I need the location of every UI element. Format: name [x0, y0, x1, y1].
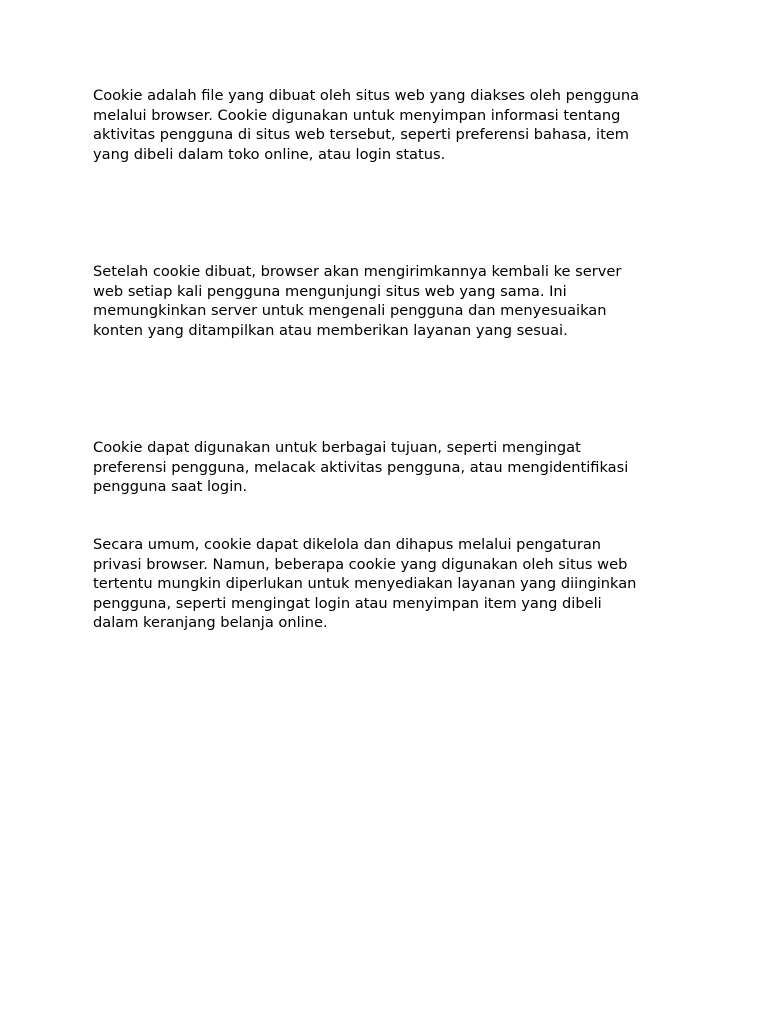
paragraph-cookie-uses: Cookie dapat digunakan untuk berbagai tujuan, seperti mengingat preferensi pengguna, melacak aktivitas pengguna, atau mengidentifikasi pengguna saat login.: [93, 439, 629, 496]
paragraph-cookie-management: Secara umum, cookie dapat dikelola dan dihapus melalui pengaturan privasi browser. Namun, beberapa cookie yang digunakan oleh situs web tertentu mungkin diperlukan untuk menyediakan layanan yang diinginkan pengguna, seperti mengingat login atau menyimpan item yang dibeli dalam keranjang belanja online.: [93, 536, 637, 632]
paragraph-cookie-definition: Cookie adalah file yang dibuat oleh situs web yang diakses oleh pengguna melalui browser. Cookie digunakan untuk menyimpan informasi tentang aktivitas pengguna di situs web tersebut, seperti preferensi bahasa, item yang dibeli dalam toko online, atau login status.: [93, 87, 640, 163]
paragraph-cookie-server: Setelah cookie dibuat, browser akan mengirimkannya kembali ke server web setiap kali pengguna mengunjungi situs web yang sama. Ini memungkinkan server untuk mengenali pengguna dan menyesuaikan konten yang ditampilkan atau memberikan layanan yang sesuai.: [93, 263, 622, 339]
